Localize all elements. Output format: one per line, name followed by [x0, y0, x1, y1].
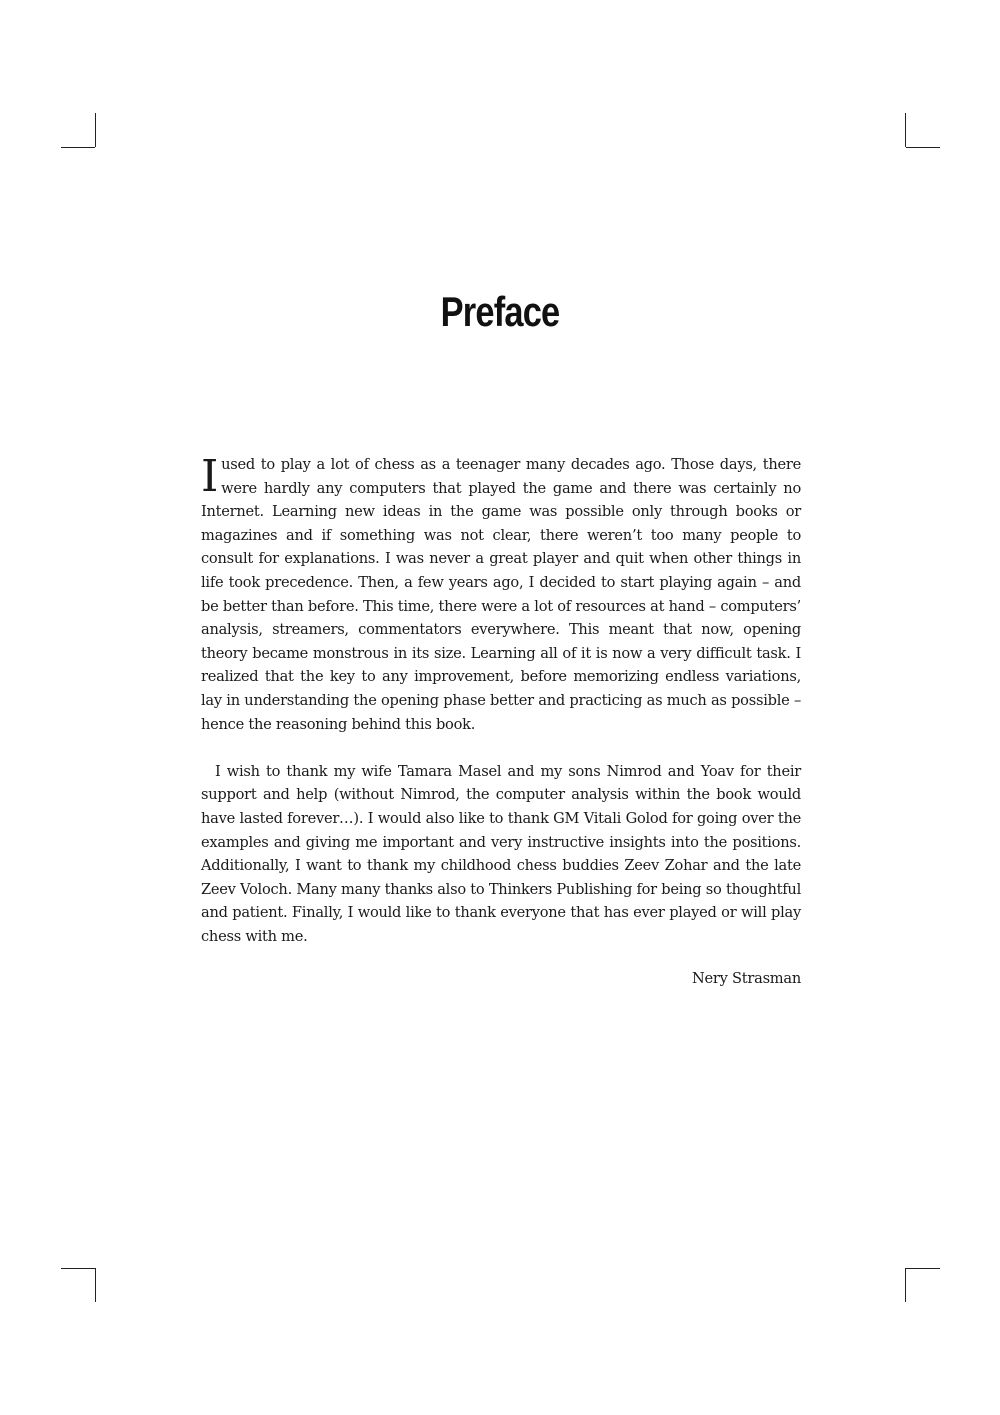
paragraph-1	[201, 453, 801, 736]
crop-mark-top-right-vertical	[905, 113, 906, 147]
paragraph-1-text: used to play a lot of chess as a teenager many decades ago. Those days, there were hardly any computers that played the game and there was certainly no Internet. Learning new ideas in the game was possible only through books or magazines and if something was not clear, there weren’t too many people to consult for explanations. I was never a great player and quit when other things in life took precedence. Then, a few years ago, I decided to start playing again – and be better than before. This time, there were a lot of resources at hand – computers’ analysis, streamers, commentators everywhere. This meant that now, opening theory became monstrous in its size. Learning all of it is now a very difficult task. I realized that the key to any improvement, before memorizing endless variations, lay in understanding the opening phase better and practicing as much as possible – hence the reasoning behind this book.	[201, 456, 801, 733]
crop-mark-top-left-horizontal	[61, 147, 95, 148]
crop-mark-top-left-vertical	[95, 113, 96, 147]
paragraph-2: I wish to thank my wife Tamara Masel and my sons Nimrod and Yoav for their support and help (without Nimrod, the computer analysis within the book would have lasted forever…). I would also like to thank GM Vitali Golod for going over the examples and giving me important and very instructive insights into the positions. Additionally, I want to thank my childhood chess buddies Zeev Zohar and the late Zeev Voloch. Many many thanks also to Thinkers Publishing for being so thoughtful and patient. Finally, I would like to thank everyone that has ever played or will play chess with me.	[201, 762, 801, 945]
author-signature: Nery Strasman	[692, 970, 801, 987]
crop-mark-bottom-left-vertical	[95, 1268, 96, 1302]
page-title: Preface	[440, 288, 560, 335]
crop-mark-bottom-left-horizontal	[61, 1268, 95, 1269]
crop-mark-bottom-right-vertical	[905, 1268, 906, 1302]
preface-body	[201, 453, 801, 948]
crop-mark-top-right-horizontal	[906, 147, 940, 148]
drop-cap: I	[201, 451, 219, 502]
crop-mark-bottom-right-horizontal	[906, 1268, 940, 1269]
